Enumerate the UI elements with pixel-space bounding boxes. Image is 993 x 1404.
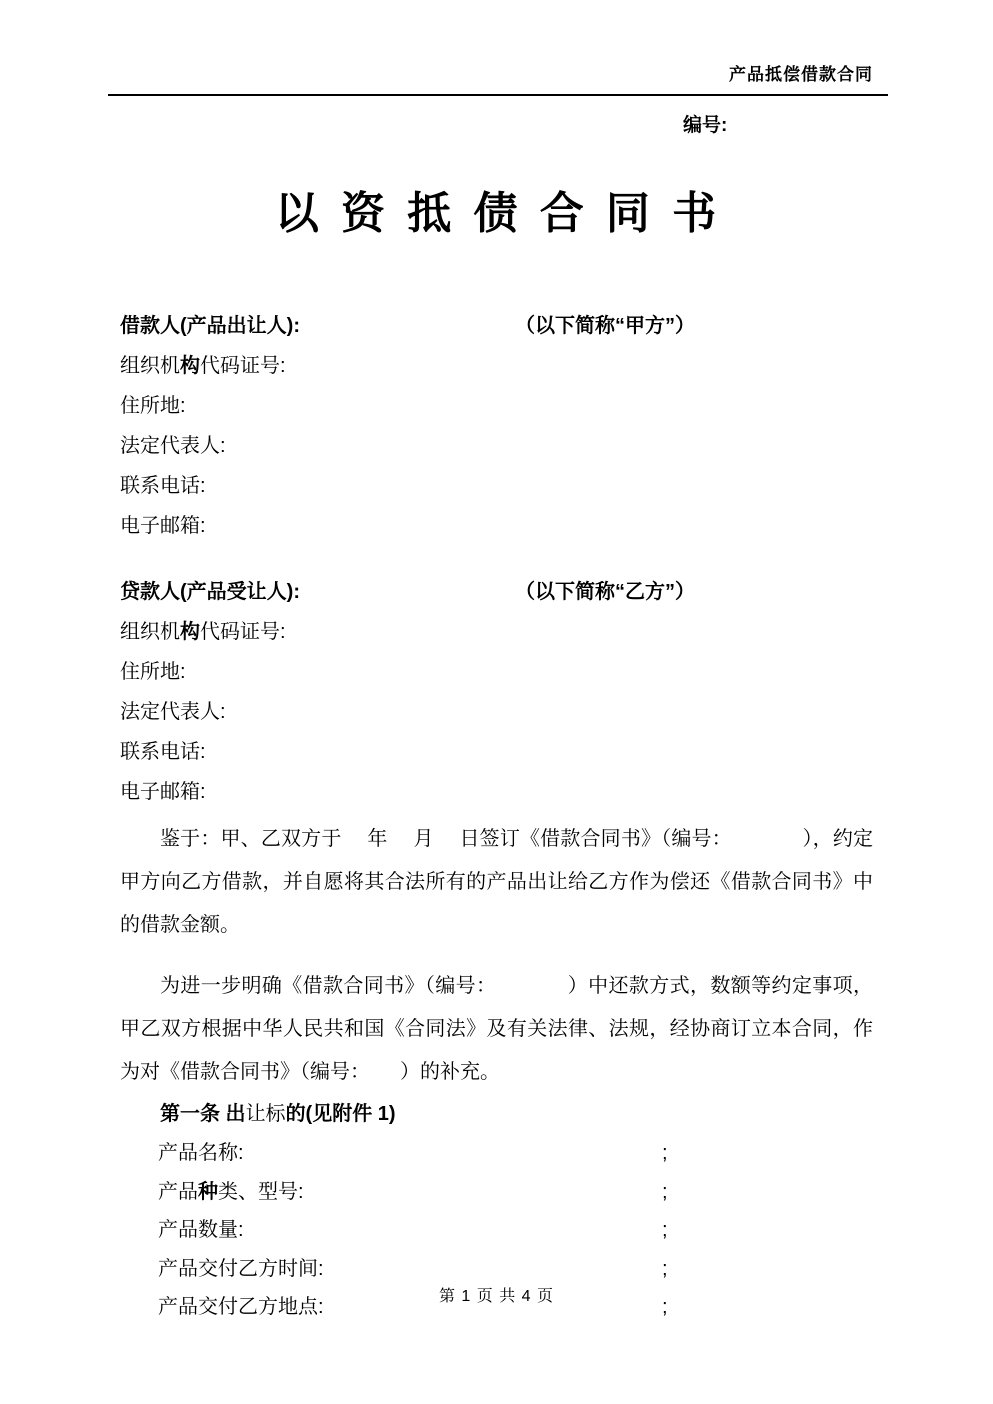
- party-b-label: 贷款人(产品受让人):: [120, 581, 300, 603]
- party-b-field-row: [120, 652, 873, 692]
- text-run: 产品交付乙方地点:: [158, 1296, 324, 1318]
- header-rule: [108, 94, 888, 96]
- text-run: 种: [198, 1180, 218, 1203]
- line-end-semicolon: ;: [662, 1180, 668, 1203]
- party-b-field-row: [120, 772, 873, 812]
- text-run: 代码证号:: [200, 355, 286, 377]
- recital-paragraph-2: 为进一步明确《借款合同书》（编号： ）中还款方式，数额等约定事项，甲乙双方根据中华人民共和国《合同法》及有关法律、法规，经协商订立本合同，作为对《借款合同书》（编号： ）的补充。: [120, 975, 873, 1083]
- party-a-label: 借款人(产品出让人):: [120, 315, 300, 337]
- line-end-semicolon: ;: [662, 1142, 668, 1164]
- doc-number-label: 编号:: [683, 115, 728, 136]
- text-run: 住所地:: [120, 395, 186, 417]
- text-run: 电子邮箱:: [120, 781, 206, 803]
- product-field-row: [120, 1134, 873, 1173]
- section-one-heading: [120, 1094, 873, 1134]
- recital-paragraph-1: 鉴于：甲、乙双方于 年 月 日签订《借款合同书》（编号： ），约定甲方向乙方借款，并自愿将其合法所有的产品出让给乙方作为偿还《借款合同书》中的借款金额。: [120, 828, 873, 936]
- party-b-header: [120, 572, 873, 612]
- party-a-section: [120, 306, 873, 546]
- party-a-field-row: [120, 346, 873, 386]
- text-run: 法定代表人:: [120, 435, 226, 457]
- text-run: 类、型号:: [218, 1180, 304, 1203]
- text-run: 的(见附件 1): [285, 1103, 396, 1125]
- party-a-field-row: [120, 426, 873, 466]
- text-run: 法定代表人:: [120, 701, 226, 723]
- line-end-semicolon: ;: [662, 1296, 668, 1318]
- text-run: 构: [180, 621, 200, 643]
- product-field-row: [120, 1211, 873, 1250]
- party-b-fields: [120, 612, 873, 812]
- party-b-field-row: [120, 692, 873, 732]
- text-run: 电子邮箱:: [120, 515, 206, 537]
- party-a-header: [120, 306, 873, 346]
- page-footer: 第 1 页 共 4 页: [438, 1288, 555, 1305]
- product-field-row: [120, 1173, 873, 1212]
- text-run: 联系电话:: [120, 475, 206, 497]
- text-run: 产品交付乙方时间:: [158, 1257, 324, 1280]
- text-run: 第一条 出: [160, 1103, 246, 1125]
- page-content: [120, 0, 873, 1327]
- text-run: 产品名称:: [158, 1142, 244, 1164]
- header-doc-type: 产品抵偿借款合同: [729, 65, 873, 84]
- party-a-fields: [120, 346, 873, 546]
- party-b-section: [120, 572, 873, 812]
- party-a-field-row: [120, 466, 873, 506]
- text-run: 联系电话:: [120, 741, 206, 763]
- text-run: 产品: [158, 1180, 198, 1203]
- line-end-semicolon: ;: [662, 1257, 668, 1280]
- text-run: 代码证号:: [200, 621, 286, 643]
- text-run: 组织机: [120, 355, 180, 377]
- text-run: 让标: [245, 1103, 286, 1125]
- party-b-alias: （以下简称“乙方”）: [515, 581, 695, 603]
- text-run: 构: [180, 355, 200, 377]
- party-b-field-row: [120, 612, 873, 652]
- party-a-alias: （以下简称“甲方”）: [515, 315, 695, 337]
- text-run: 产品数量:: [158, 1219, 244, 1241]
- text-run: 住所地:: [120, 661, 186, 683]
- text-run: 组织机: [120, 621, 180, 643]
- party-b-field-row: [120, 732, 873, 772]
- party-a-field-row: [120, 506, 873, 546]
- document-title: 以 资 抵 债 合 同 书: [274, 189, 719, 238]
- product-field-row: [120, 1250, 873, 1289]
- header-rule-segment: [356, 94, 876, 96]
- party-a-field-row: [120, 386, 873, 426]
- line-end-semicolon: ;: [662, 1219, 668, 1241]
